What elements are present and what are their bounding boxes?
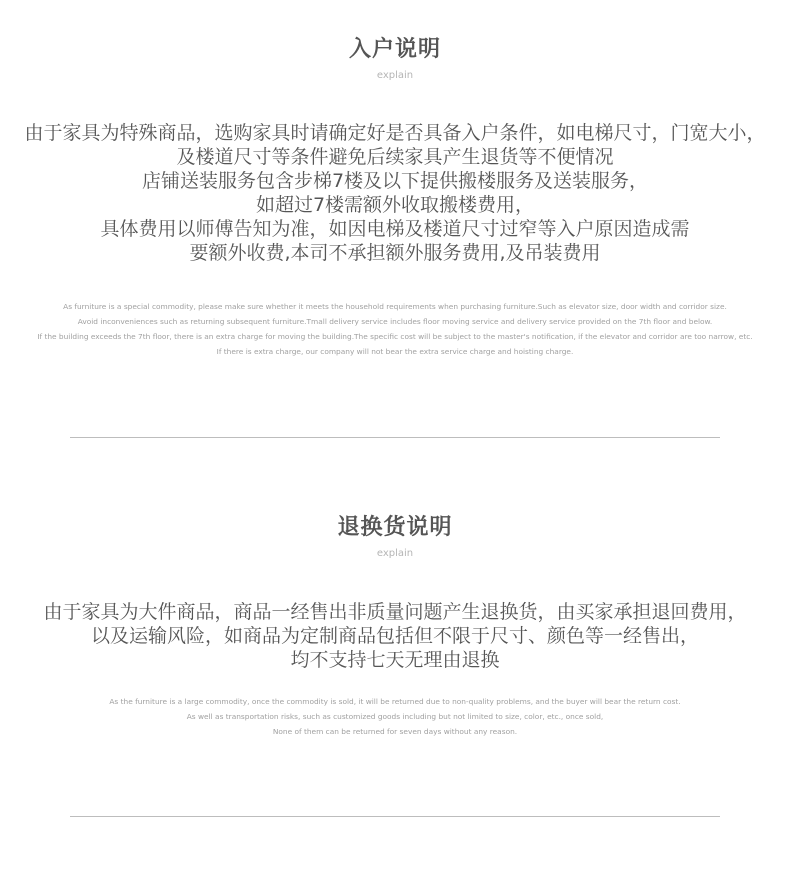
- entry-subtitle: explain: [376, 70, 414, 81]
- return-en-line-3: None of them can be returned for seven days without any reason.: [272, 727, 518, 736]
- section-divider-2: [70, 816, 720, 817]
- entry-cn-line-1: 由于家具为特殊商品，选购家具时请确定好是否具备入户条件，如电梯尺寸，门宽大小，: [24, 122, 766, 144]
- return-english-text: [0, 694, 790, 739]
- entry-en-line-4: If there is extra charge, our company will not bear the extra service charge and hoisting charge.: [216, 347, 574, 356]
- entry-cn-line-2: 及楼道尺寸等条件避免后续家具产生退货等不便情况: [176, 146, 614, 168]
- return-en-line-1: As the furniture is a large commodity, once the commodity is sold, it will be returned due to non-quality problems, and the buyer will bear the return cost.: [109, 697, 681, 706]
- entry-title: 入户说明: [348, 37, 441, 62]
- return-cn-line-3: 均不支持七天无理由退换: [290, 649, 500, 671]
- entry-chinese-text: [0, 121, 790, 265]
- entry-cn-line-6: 要额外收费,本司不承担额外服务费用,及吊装费用: [189, 242, 601, 264]
- section-divider-1: [70, 437, 720, 438]
- return-subtitle: explain: [376, 548, 414, 559]
- return-chinese-text: [0, 600, 790, 672]
- entry-english-text: [0, 299, 790, 359]
- entry-en-line-3: If the building exceeds the 7th floor, there is an extra charge for moving the building.The specific cost will be subject to the master's notification, if the elevator and corridor are too narrow, etc.: [37, 332, 753, 341]
- return-title: 退换货说明: [337, 515, 453, 540]
- entry-section: [0, 36, 790, 82]
- return-cn-line-2: 以及运输风险，如商品为定制商品包括但不限于尺寸、颜色等一经售出，: [90, 625, 699, 647]
- entry-cn-line-4: 如超过7楼需额外收取搬楼费用，: [255, 194, 535, 216]
- return-section: [0, 514, 790, 560]
- entry-en-line-1: As furniture is a special commodity, please make sure whether it meets the household requirements when purchasing furniture.Such as elevator size, door width and corridor size.: [63, 302, 727, 311]
- return-cn-line-1: 由于家具为大件商品，商品一经售出非质量问题产生退换货，由买家承担退回费用，: [43, 601, 747, 623]
- entry-en-line-2: Avoid inconveniences such as returning subsequent furniture.Tmall delivery service includes floor moving service and delivery service provided on the 7th floor and below.: [77, 317, 713, 326]
- entry-cn-line-5: 具体费用以师傅告知为准，如因电梯及楼道尺寸过窄等入户原因造成需: [100, 218, 690, 240]
- return-en-line-2: As well as transportation risks, such as customized goods including but not limited to size, color, etc., once sold,: [186, 712, 604, 721]
- entry-cn-line-3: 店铺送装服务包含步梯7楼及以下提供搬楼服务及送装服务，: [141, 170, 649, 192]
